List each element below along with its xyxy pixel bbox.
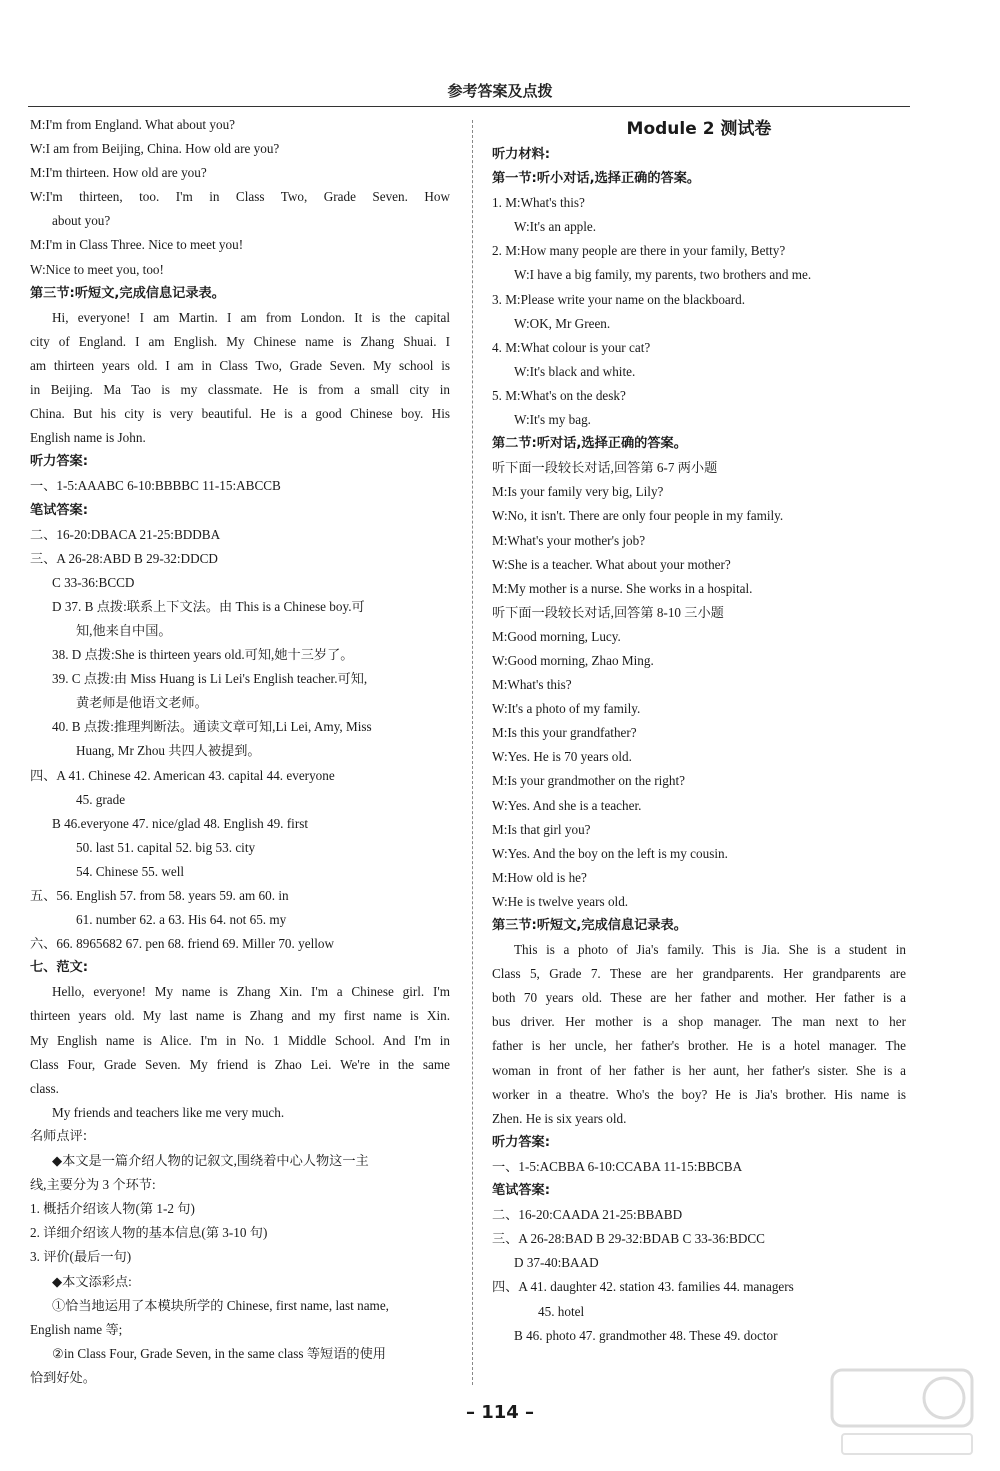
left-text-line: W:I am from Beijing, China. How old are you? xyxy=(30,141,280,157)
left-text-line: ◆本文添彩点: xyxy=(52,1273,132,1289)
left-text-line: 线,主要分为 3 个环节: xyxy=(30,1177,156,1193)
page-number: – 114 – xyxy=(465,1402,535,1423)
left-text-line: M:I'm from England. What about you? xyxy=(30,117,236,132)
right-text-line: M:What's your mother's job? xyxy=(492,532,646,548)
right-text-line: M:What's this? xyxy=(492,677,572,693)
right-text-line: M:Is your family very big, Lily? xyxy=(492,484,664,500)
left-text-line: English name is John. xyxy=(30,430,146,446)
left-text-line: 名师点评: xyxy=(30,1128,88,1144)
right-text-line: Class 5, Grade 7. These are her grandparents. Her grandparents are xyxy=(492,966,906,982)
right-text-line: 听下面一段较长对话,回答第 6-7 两小题 xyxy=(492,460,718,476)
right-text-line: W:I have a big family, my parents, two brothers and me. xyxy=(514,267,812,283)
right-text-line: 第三节:听短文,完成信息记录表。 xyxy=(492,918,687,933)
left-text-line: 六、66. 8965682 67. pen 68. friend 69. Miller 70. yellow xyxy=(30,936,335,952)
left-text-line: M:I'm in Class Three. Nice to meet you! xyxy=(30,237,244,253)
left-text-line: 四、A 41. Chinese 42. American 43. capital 44. everyone xyxy=(30,767,335,783)
right-text-line: M:Good morning, Lucy. xyxy=(492,628,621,644)
right-text-line: 二、16-20:CAADA 21-25:BBABD xyxy=(492,1207,683,1223)
left-text-line: thirteen years old. My last name is Zhang and my first name is Xin. xyxy=(30,1008,450,1024)
right-text-line: both 70 years old. These are her father and mother. Her father is a xyxy=(492,990,906,1006)
right-text-line: 听下面一段较长对话,回答第 8-10 三小题 xyxy=(492,604,724,620)
right-text-line: 45. hotel xyxy=(538,1303,585,1319)
left-text-line: Hi, everyone! I am Martin. I am from London. It is the capital xyxy=(52,309,450,325)
right-text-line: W:It's a photo of my family. xyxy=(492,701,641,717)
right-text-line: 2. M:How many people are there in your family, Betty? xyxy=(492,243,786,259)
right-text-line: M:Is your grandmother on the right? xyxy=(492,773,686,789)
left-text-line: Huang, Mr Zhou 共四人被提到。 xyxy=(76,743,261,759)
right-text-line: W:It's my bag. xyxy=(514,412,591,428)
page-header: 参考答案及点拨 xyxy=(447,82,553,100)
right-column xyxy=(492,113,906,1348)
right-text-line: W:No, it isn't. There are only four people in my family. xyxy=(492,508,784,524)
left-text-line: 第三节:听短文,完成信息记录表。 xyxy=(30,285,225,301)
right-text-line: 4. M:What colour is your cat? xyxy=(492,339,651,355)
left-text-line: 知,他来自中国。 xyxy=(76,622,172,638)
right-text-line: W:Good morning, Zhao Ming. xyxy=(492,652,654,668)
left-text-line: 黄老师是他语文老师。 xyxy=(76,695,208,711)
right-text-line: bus driver. Her mother is a shop manager. The man next to her xyxy=(492,1014,906,1030)
left-text-line: 61. number 62. a 63. His 64. not 65. my xyxy=(76,912,287,928)
right-text-line: W:It's an apple. xyxy=(514,219,597,235)
right-text-line: W:OK, Mr Green. xyxy=(514,315,611,331)
left-text-line: Hello, everyone! My name is Zhang Xin. I'm a Chinese girl. I'm xyxy=(52,984,450,1000)
right-text-line: 3. M:Please write your name on the blackboard. xyxy=(492,291,746,307)
right-text-line: M:Is this your grandfather? xyxy=(492,725,637,741)
left-text-line: 笔试答案: xyxy=(30,502,89,518)
right-text-line: W:She is a teacher. What about your mother? xyxy=(492,556,731,572)
right-text-line: W:Yes. And she is a teacher. xyxy=(492,797,642,813)
left-text-line: 听力答案: xyxy=(30,454,89,470)
right-text-line: W:He is twelve years old. xyxy=(492,893,629,909)
left-text-line: ◆本文是一篇介绍人物的记叙文,围绕着中心人物这一主 xyxy=(52,1153,369,1169)
right-text-line: M:My mother is a nurse. She works in a hospital. xyxy=(492,580,753,596)
left-text-line: about you? xyxy=(52,213,111,229)
right-text-line: 一、1-5:ACBBA 6-10:CCABA 11-15:BBCBA xyxy=(492,1158,743,1174)
right-text-line: Zhen. He is six years old. xyxy=(492,1110,627,1126)
right-text-line: M:Is that girl you? xyxy=(492,821,591,837)
right-column-body xyxy=(492,143,906,1348)
left-text-line: B 46.everyone 47. nice/glad 48. English 49. first xyxy=(52,815,309,831)
left-text-line: 恰到好处。 xyxy=(30,1369,96,1385)
left-text-line: M:I'm thirteen. How old are you? xyxy=(30,165,207,181)
right-text-line: worker in a theatre. Who's the boy? He is Jia's brother. His name is xyxy=(492,1086,906,1102)
right-text-line: father is her uncle, her father's brother. He is a hotel manager. The xyxy=(492,1038,906,1054)
left-text-line: 3. 评价(最后一句) xyxy=(30,1249,132,1265)
left-text-line: 2. 详细介绍该人物的基本信息(第 3-10 句) xyxy=(30,1225,268,1241)
right-text-line: 5. M:What's on the desk? xyxy=(492,387,626,403)
left-text-line: 一、1-5:AAABC 6-10:BBBBC 11-15:ABCCB xyxy=(30,478,281,494)
left-text-line: am thirteen years old. I am in Class Two, Grade Seven. My school is xyxy=(30,357,450,373)
left-text-line: My English name is Alice. I'm in No. 1 Middle School. And I'm in xyxy=(30,1032,450,1048)
right-text-line: 第一节:听小对话,选择正确的答案。 xyxy=(492,171,701,187)
column-divider xyxy=(472,120,473,1385)
right-text-line: 1. M:What's this? xyxy=(492,195,585,211)
left-text-line: 39. C 点拨:由 Miss Huang is Li Lei's English teacher.可知, xyxy=(52,671,368,687)
left-text-line: W:Nice to meet you, too! xyxy=(30,261,164,277)
left-text-line: My friends and teachers like me very much. xyxy=(52,1104,285,1120)
left-text-line: 50. last 51. capital 52. big 53. city xyxy=(76,839,256,855)
left-text-line: C 33-36:BCCD xyxy=(52,574,135,590)
left-text-line: 七、范文: xyxy=(30,960,89,976)
right-text-line: 四、A 41. daughter 42. station 43. families 44. managers xyxy=(492,1279,794,1295)
left-text-line: ②in Class Four, Grade Seven, in the same class 等短语的使用 xyxy=(52,1345,386,1361)
right-text-line: 第二节:听对话,选择正确的答案。 xyxy=(492,436,687,452)
left-text-line: 五、56. English 57. from 58. years 59. am 60. in xyxy=(30,888,289,903)
left-text-line: 三、A 26-28:ABD B 29-32:DDCD xyxy=(30,550,218,566)
left-text-line: city of England. I am English. My Chinese name is Zhang Shuai. I xyxy=(30,333,450,349)
left-column xyxy=(30,113,450,1390)
watermark-logo xyxy=(822,1362,982,1462)
module-title: Module 2 测试卷 xyxy=(626,119,772,139)
left-text-line: Class Four, Grade Seven. My friend is Zhao Lei. We're in the same xyxy=(30,1056,450,1072)
right-text-line: woman in front of her father is her aunt, her father's sister. She is a xyxy=(492,1062,906,1078)
right-text-line: B 46. photo 47. grandmother 48. These 49. doctor xyxy=(514,1327,778,1343)
right-text-line: W:Yes. And the boy on the left is my cousin. xyxy=(492,845,728,861)
left-text-line: English name 等; xyxy=(30,1321,123,1337)
header-rule xyxy=(28,106,910,107)
right-text-line: This is a photo of Jia's family. This is Jia. She is a student in xyxy=(514,942,906,958)
left-text-line: ①恰当地运用了本模块所学的 Chinese, first name, last name, xyxy=(52,1297,389,1313)
left-text-line: 1. 概括介绍该人物(第 1-2 句) xyxy=(30,1201,195,1217)
left-text-line: class. xyxy=(30,1080,59,1096)
right-text-line: 听力材料: xyxy=(492,147,551,162)
left-text-line: W:I'm thirteen, too. I'm in Class Two, Grade Seven. How xyxy=(30,189,450,205)
left-text-line: 38. D 点拨:She is thirteen years old.可知,她十三岁了。 xyxy=(52,647,354,663)
right-text-line: 笔试答案: xyxy=(492,1183,551,1199)
left-text-line: D 37. B 点拨:联系上下文法。由 This is a Chinese boy.可 xyxy=(52,598,365,614)
left-text-line: 40. B 点拨:推理判断法。通读文章可知,Li Lei, Amy, Miss xyxy=(52,719,372,735)
right-text-line: 听力答案: xyxy=(492,1134,551,1150)
left-text-line: in Beijing. Ma Tao is my classmate. He is from a small city in xyxy=(30,382,450,398)
right-text-line: W:Yes. He is 70 years old. xyxy=(492,749,632,765)
right-text-line: W:It's black and white. xyxy=(514,363,636,379)
right-text-line: M:How old is he? xyxy=(492,869,587,885)
left-text-line: 45. grade xyxy=(76,791,126,807)
right-text-line: D 37-40:BAAD xyxy=(514,1255,599,1271)
left-text-line: China. But his city is very beautiful. He is a good Chinese boy. His xyxy=(30,406,450,422)
right-text-line: 三、A 26-28:BAD B 29-32:BDAB C 33-36:BDCC xyxy=(492,1231,765,1247)
left-text-line: 54. Chinese 55. well xyxy=(76,863,185,879)
left-text-line: 二、16-20:DBACA 21-25:BDDBA xyxy=(30,526,221,542)
